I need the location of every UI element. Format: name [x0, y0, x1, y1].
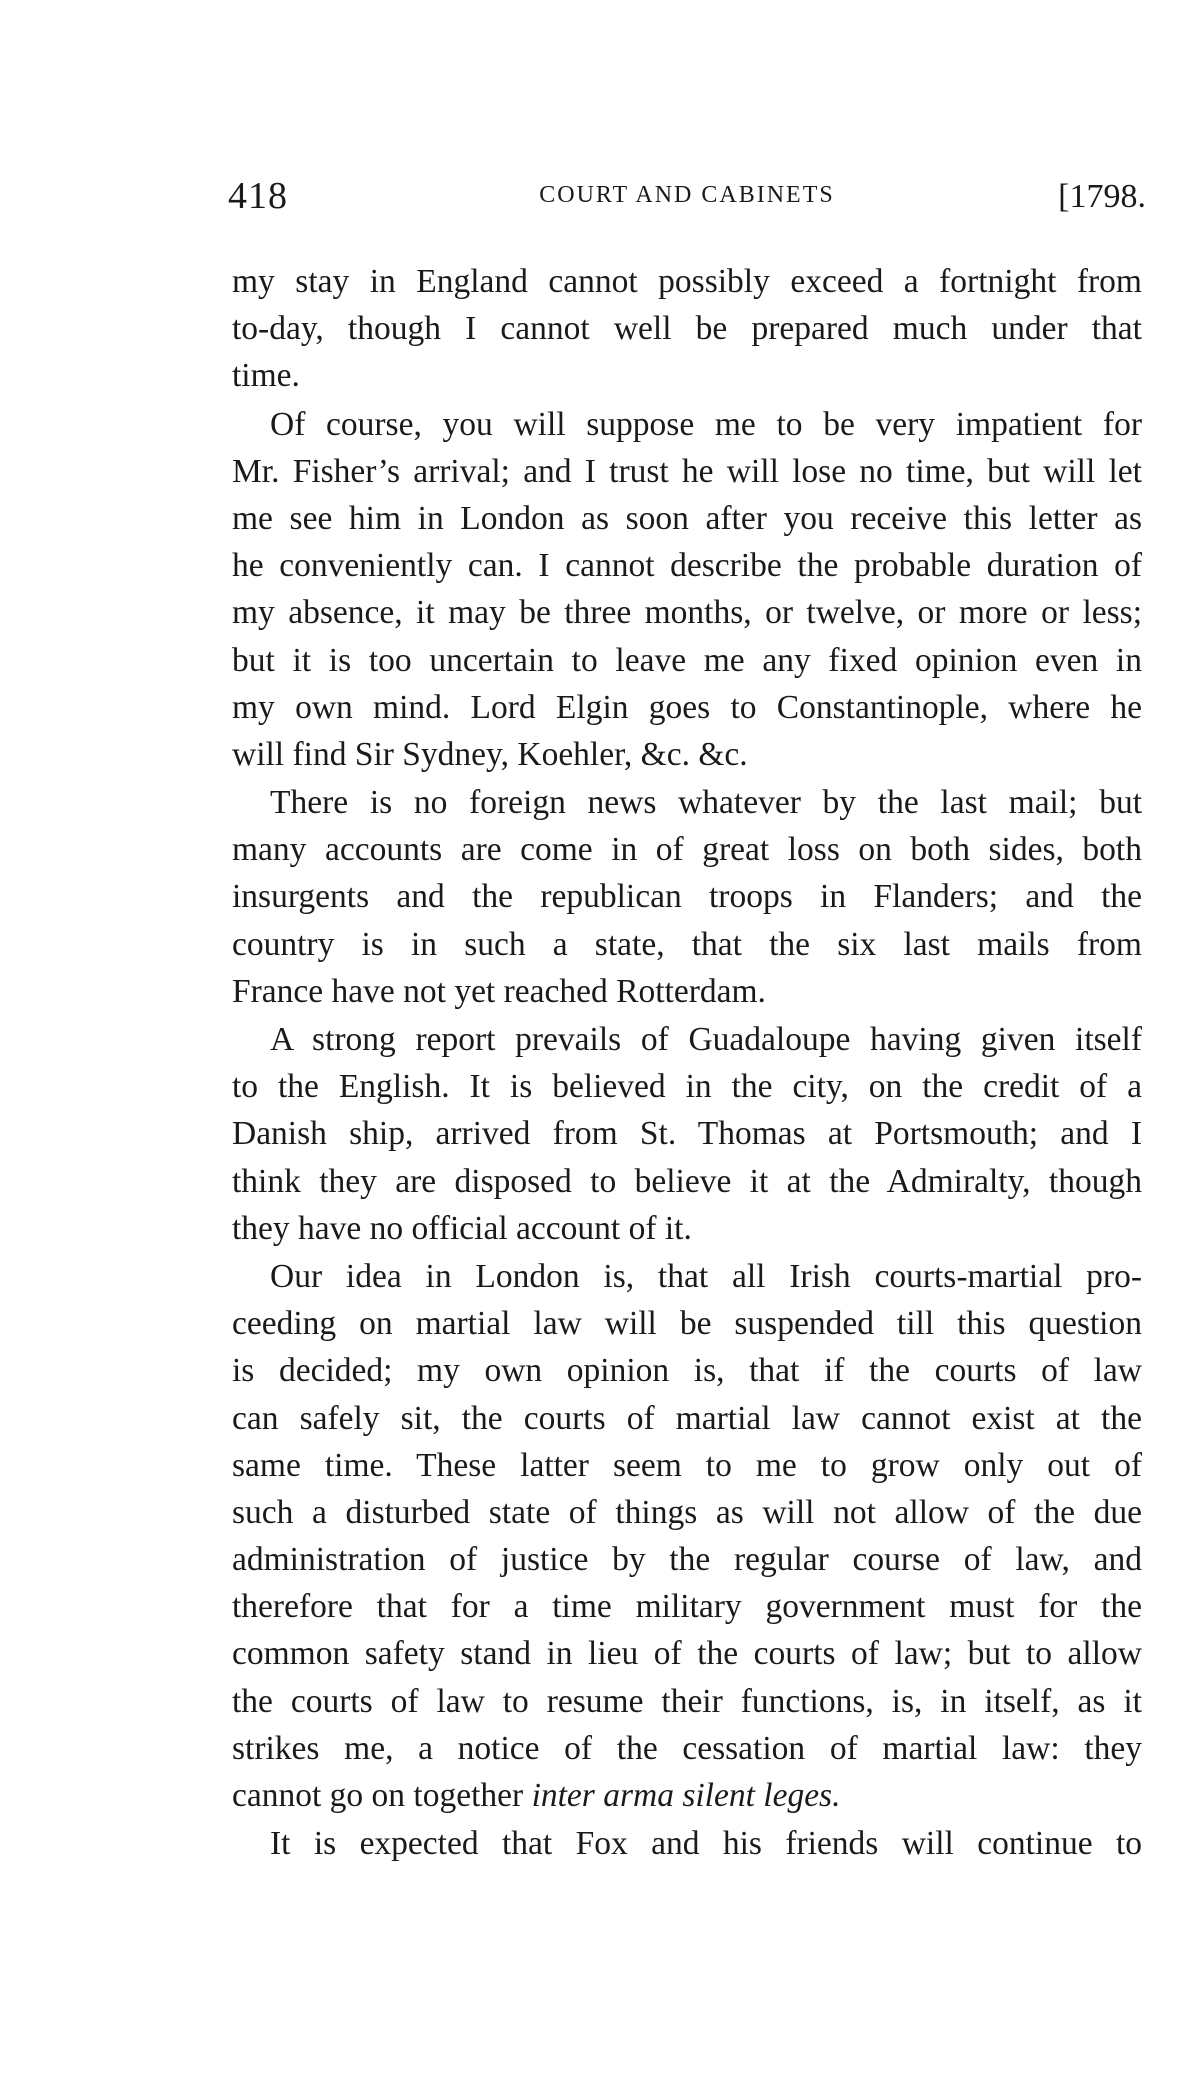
text-line: such a disturbed state of things as will not allow of the due	[232, 1493, 1142, 1531]
text-line: ceeding on martial law will be suspended till this question	[232, 1305, 1142, 1343]
text-line: will find Sir Sydney, Koehler, &c. &c.	[232, 735, 748, 773]
text-line: but it is too uncertain to leave me any fixed opinion even in	[232, 641, 1142, 679]
running-title: COURT AND CABINETS	[539, 182, 835, 208]
text-line: they have no official account of it.	[232, 1209, 692, 1247]
text-line: think they are disposed to believe it at the Admiralty, though	[232, 1162, 1142, 1200]
text-line: Mr. Fisher’s arrival; and I trust he will lose no time, but will let	[232, 452, 1142, 490]
page-number: 418	[228, 175, 288, 217]
text-line: There is no foreign news whatever by the last mail; but	[270, 784, 1142, 822]
text-line: the courts of law to resume their functions, is, in itself, as it	[232, 1682, 1142, 1720]
running-year: [1798.	[1058, 178, 1146, 215]
paragraph	[232, 401, 1142, 779]
text-line: many accounts are come in of great loss on both sides, both	[232, 831, 1142, 869]
text-line: Our idea in London is, that all Irish courts-martial pro-	[270, 1257, 1142, 1295]
text-line: strikes me, a notice of the cessation of martial law: they	[232, 1729, 1142, 1767]
text-line: time.	[232, 357, 300, 395]
text-line: my stay in England cannot possibly exceed a fortnight from	[232, 263, 1142, 300]
text-line: my own mind. Lord Elgin goes to Constantinople, where he	[232, 688, 1142, 726]
text-line: insurgents and the republican troops in Flanders; and the	[232, 878, 1142, 916]
text-line: country is in such a state, that the six last mails from	[232, 925, 1142, 963]
text-line: Danish ship, arrived from St. Thomas at Portsmouth; and I	[232, 1115, 1142, 1153]
text-line: administration of justice by the regular course of law, and	[232, 1541, 1142, 1579]
text-line: common safety stand in lieu of the courts of law; but to allow	[232, 1635, 1142, 1673]
text-line: therefore that for a time military government must for the	[232, 1588, 1142, 1626]
text-line: my absence, it may be three months, or twelve, or more or less;	[232, 594, 1142, 632]
text-line-prefix: cannot go on together	[232, 1777, 532, 1814]
text-line: It is expected that Fox and his friends will continue to	[270, 1825, 1142, 1863]
paragraph	[232, 1253, 1142, 1819]
paragraph	[232, 779, 1142, 1015]
paragraph	[232, 1820, 1142, 1867]
text-line: he conveniently can. I cannot describe the probable duration of	[232, 547, 1142, 585]
text-line: me see him in London as soon after you receive this letter as	[232, 499, 1142, 537]
text-line: A strong report prevails of Guadaloupe having given itself	[270, 1021, 1142, 1058]
paragraph	[232, 258, 1142, 400]
latin-quotation: inter arma silent leges.	[531, 1777, 841, 1814]
text-line: to the English. It is believed in the city, on the credit of a	[232, 1068, 1142, 1106]
running-head	[228, 174, 1146, 224]
text-line: is decided; my own opinion is, that if the courts of law	[232, 1352, 1142, 1390]
body-text	[232, 258, 1142, 1868]
text-line: to-day, though I cannot well be prepared much under that	[232, 310, 1142, 348]
text-line: can safely sit, the courts of martial law cannot exist at the	[232, 1399, 1142, 1437]
text-line: same time. These latter seem to me to grow only out of	[232, 1446, 1142, 1484]
text-line: France have not yet reached Rotterdam.	[232, 972, 766, 1010]
text-line	[232, 1772, 1142, 1819]
paragraph	[232, 1016, 1142, 1252]
text-line: Of course, you will suppose me to be very impatient for	[270, 405, 1142, 443]
